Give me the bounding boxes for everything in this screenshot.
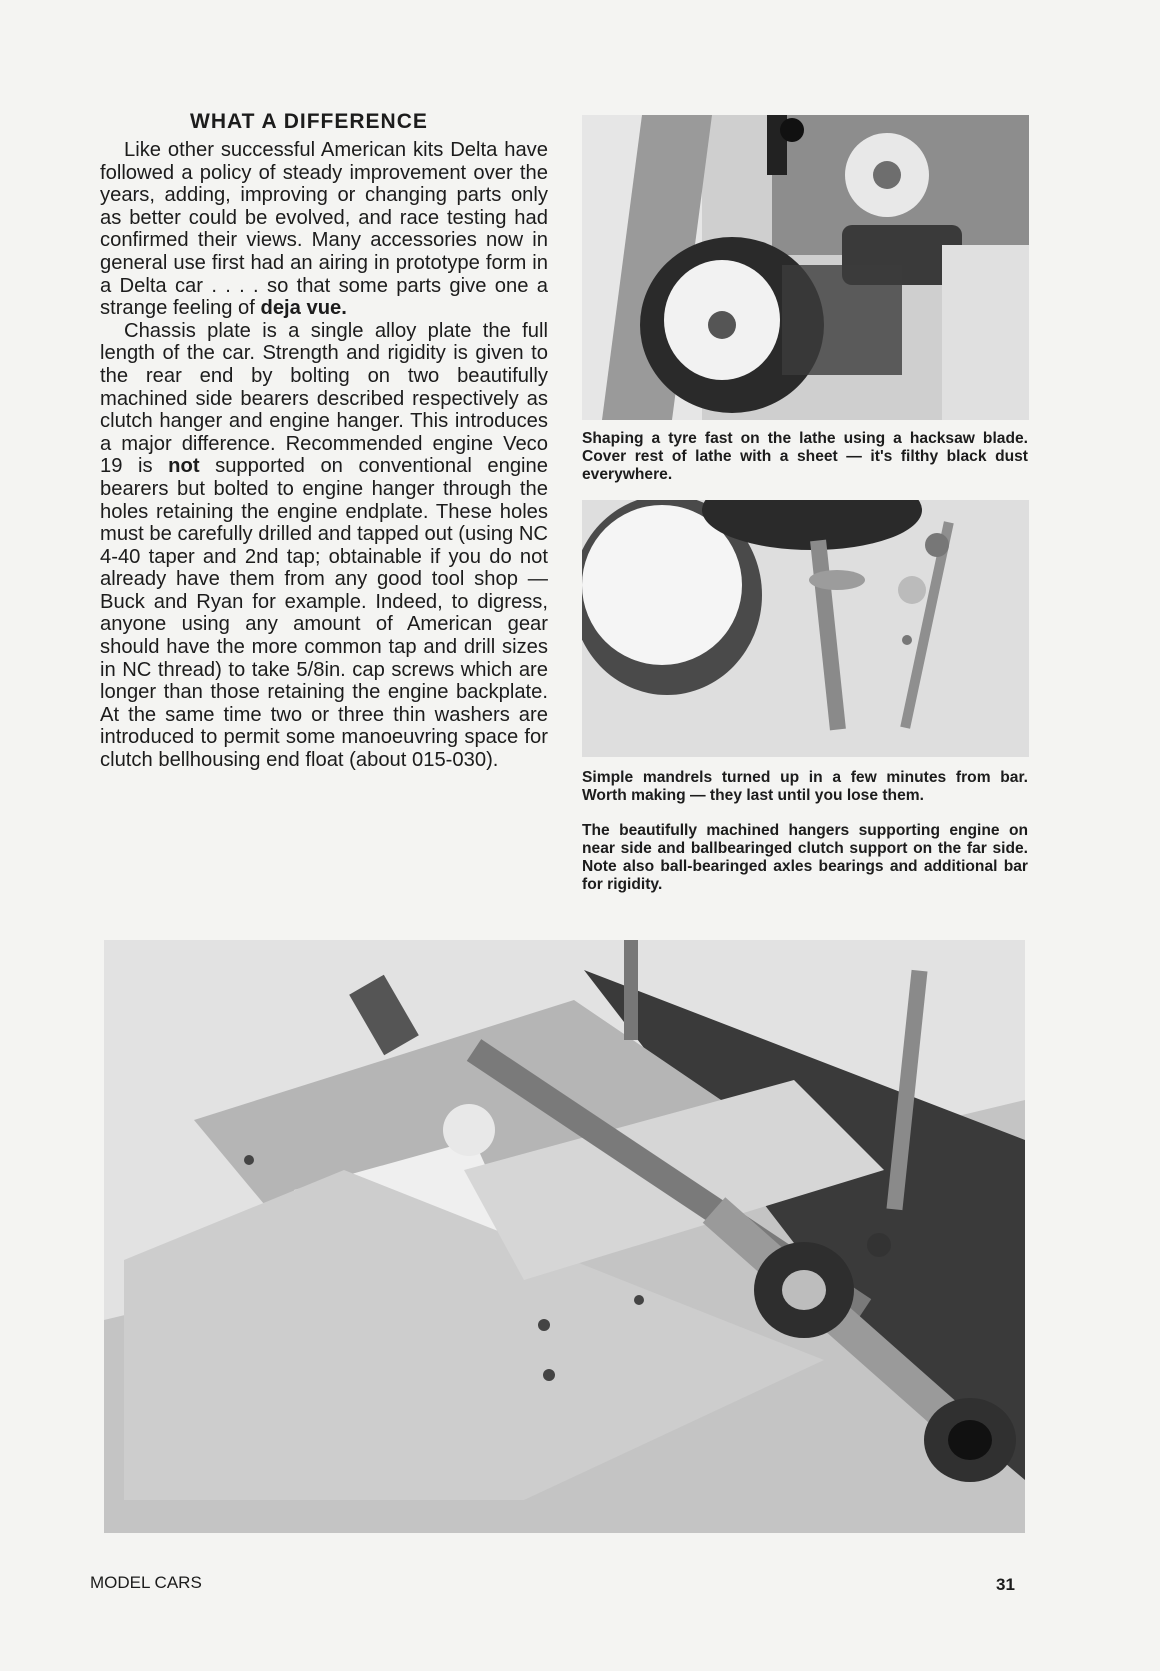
photo-hangers — [104, 940, 1025, 1533]
emphasis-text: not — [168, 455, 200, 478]
caption-hangers: The beautifully machined hangers supporting engine on near side and ballbearinged clutch support on the far side. Note also ball-bearinged axles bearings and additional bar for rigidity. — [582, 822, 1028, 893]
paragraph-text: supported on conventional engine bearers but bolted to engine hanger through the holes retaining the engine endplate. These holes must be carefully drilled and tapped out (using NC 4-40 taper and 2nd tap; obtainable if you do not already have them from any good tool shop — Buck and Ryan for example. Indeed, to digress, anyone using any amount of American gear should have the more common tap and drill sizes in NC thread) to take 5/8in. cap screws which are longer than those retaining the engine backplate. At the same time two or three thin washers are introduced to permit some manoeuvring space for clutch bellhousing end float (about 015-030). — [100, 455, 548, 772]
page-number: 31 — [996, 1575, 1015, 1594]
photo-hangers-image — [104, 940, 1025, 1533]
photo-tyre-lathe — [582, 115, 1029, 420]
footer-magazine: MODEL CARS — [90, 1573, 202, 1592]
article-heading: WHAT A DIFFERENCE — [190, 110, 428, 133]
emphasis-text: deja vue. — [260, 297, 347, 320]
paragraph-text: Like other successful American kits Delta have followed a policy of steady improvement over the years, adding, improving or changing parts only as better could be evolved, and race testing had confirmed their views. Many accessories now in general use first had an airing in prototype form in a Delta car . . . . so that some parts give one a strange feeling of — [100, 139, 548, 320]
article-body — [100, 139, 548, 772]
caption-tyre: Shaping a tyre fast on the lathe using a hacksaw blade. Cover rest of lathe with a sheet — it's filthy black dust everywhere. — [582, 430, 1028, 483]
photo-tyre-lathe-image — [582, 115, 1029, 420]
caption-mandrels: Simple mandrels turned up in a few minutes from bar. Worth making — they last until you lose them. — [582, 769, 1028, 804]
article-paragraph — [100, 139, 548, 320]
article-paragraph — [100, 320, 548, 772]
photo-mandrels — [582, 500, 1029, 757]
paragraph-text: Chassis plate is a single alloy plate the full length of the car. Strength and rigidity is given to the rear end by bolting on two beautifully machined side bearers described respectively as clutch hanger and engine hanger. This introduces a major difference. Recommended engine Veco 19 is — [100, 319, 548, 478]
photo-mandrels-image — [582, 500, 1029, 757]
